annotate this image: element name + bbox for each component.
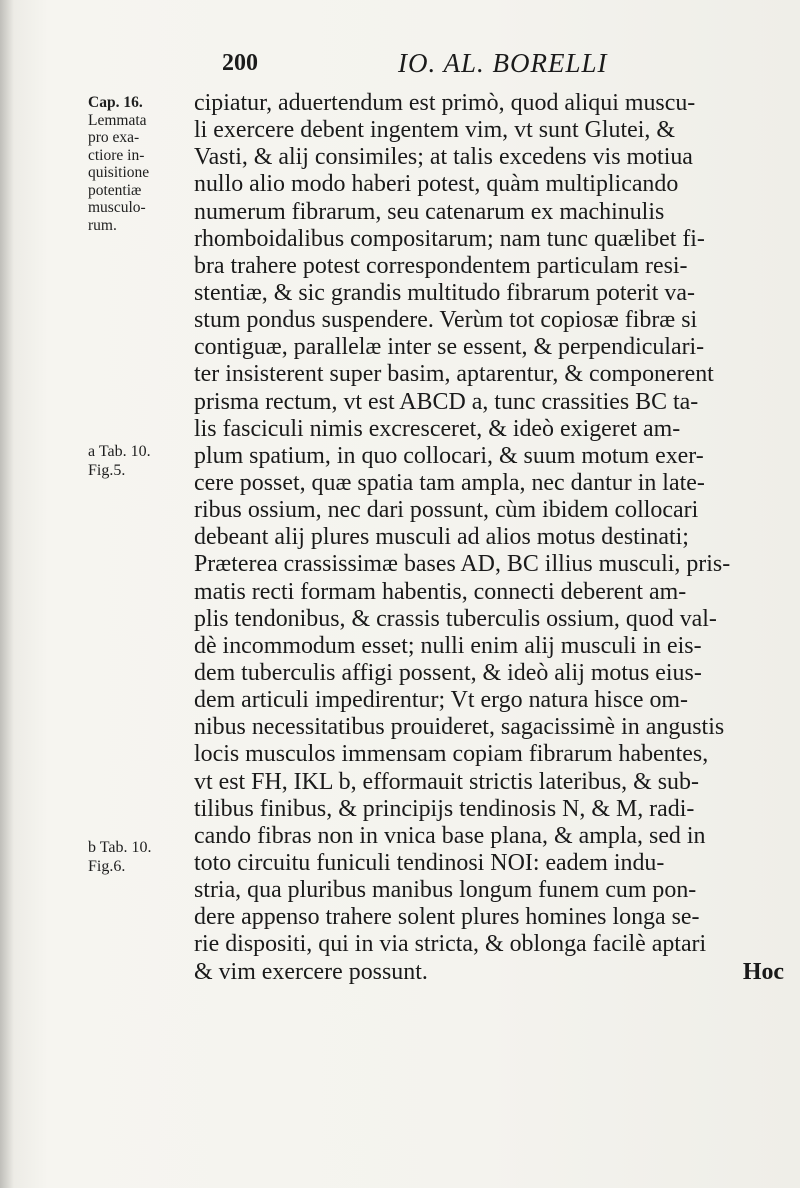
text-line: nibus necessitatibus prouideret, sagacissimè in angustis — [194, 714, 725, 741]
page-header — [0, 44, 800, 84]
gutter-shadow — [0, 0, 14, 1188]
figure-reference-b — [88, 838, 151, 876]
text-line: cere posset, quæ spatia tam ampla, nec dantur in late- — [194, 469, 705, 496]
text-line: dè incommodum esset; nulli enim alij musculi in eis- — [194, 632, 702, 659]
text-line: dem articuli impedirentur; Vt ergo natura hisce om- — [194, 687, 689, 714]
text-line: rhomboidalibus compositarum; nam tunc quælibet fi- — [194, 225, 705, 252]
text-line: numerum fibrarum, seu catenarum ex machinulis — [194, 198, 665, 225]
margin-note-line: a Tab. 10. — [88, 443, 151, 460]
running-head: IO. AL. BORELLI — [398, 48, 608, 78]
last-text-line — [194, 959, 794, 986]
text-line: plis tendonibus, & crassis tuberculis ossium, quod val- — [194, 605, 717, 632]
margin-note-line: potentiæ — [88, 181, 142, 199]
margin-note-line: ctiore in- — [88, 146, 145, 164]
text-line: debeant alij plures musculi ad alios motus destinati; — [194, 524, 689, 551]
text-line: bra trahere potest correspondentem particulam resi- — [194, 252, 688, 279]
text-line: Præterea crassissimæ bases AD, BC illius musculi, pris- — [194, 551, 731, 578]
margin-note-line: rum. — [88, 216, 117, 234]
margin-note-line: b Tab. 10. — [88, 839, 152, 856]
text-line: cando fibras non in vnica base plana, & ampla, sed in — [194, 822, 706, 849]
text-line: & vim exercere possunt. — [194, 958, 428, 985]
page-number: 200 — [222, 50, 258, 76]
text-line: stria, qua pluribus manibus longum funem cum pon- — [194, 877, 697, 904]
text-line: prisma rectum, vt est ABCD a, tunc crassities BC ta- — [194, 388, 699, 415]
text-line: locis musculos immensam copiam fibrarum habentes, — [194, 741, 709, 768]
margin-note-line: quisitione — [88, 164, 150, 181]
main-text-column — [194, 90, 796, 986]
margin-note-line: musculo- — [88, 199, 146, 216]
text-line: contiguæ, parallelæ inter se essent, & perpendiculari- — [194, 334, 705, 361]
catchword: Hoc — [742, 958, 785, 985]
text-line: tilibus finibus, & principijs tendinosis N, & M, radi- — [194, 795, 695, 822]
margin-note-line: Fig.6. — [88, 858, 126, 875]
chapter-margin-note — [88, 94, 149, 234]
text-line: vt est FH, IKL b, efformauit strictis lateribus, & sub- — [194, 768, 699, 795]
text-line: dere appenso trahere solent plures homines longa se- — [194, 904, 700, 931]
text-line: toto circuitu funiculi tendinosi NOI: eadem indu- — [194, 849, 665, 876]
text-line: lis fasciculi nimis excresceret, & ideò exigeret am- — [194, 415, 681, 442]
text-line: matis recti formam habentis, connecti deberent am- — [194, 578, 687, 605]
text-line: dem tuberculis affigi possent, & ideò alij motus eius- — [194, 659, 702, 686]
margin-note-line: Lemmata — [88, 111, 147, 129]
figure-reference-a — [88, 442, 151, 480]
text-line: stentiæ, & sic grandis multitudo fibrarum poterit va- — [194, 279, 695, 306]
margin-note-line: Cap. 16. — [88, 94, 143, 111]
text-line: nullo alio modo haberi potest, quàm multiplicando — [194, 171, 679, 198]
margin-note-line: pro exa- — [88, 129, 140, 146]
text-line: Vasti, & alij consimiles; at talis excedens vis motiua — [194, 144, 693, 171]
text-line: li exercere debent ingentem vim, vt sunt Glutei, & — [194, 117, 675, 144]
text-line: stum pondus suspendere. Verùm tot copiosæ fibræ si — [194, 307, 698, 334]
text-line: cipiatur, aduertendum est primò, quod aliqui muscu- — [194, 90, 696, 116]
text-line: plum spatium, in quo collocari, & suum motum exer- — [194, 442, 704, 469]
text-line: ribus ossium, nec dari possunt, cùm ibidem collocari — [194, 497, 699, 524]
text-line: rie dispositi, qui in via stricta, & oblonga facilè aptari — [194, 931, 707, 958]
text-line: ter insisterent super basim, aptarentur, & componerent — [194, 361, 714, 388]
margin-note-line: Fig.5. — [88, 462, 126, 479]
